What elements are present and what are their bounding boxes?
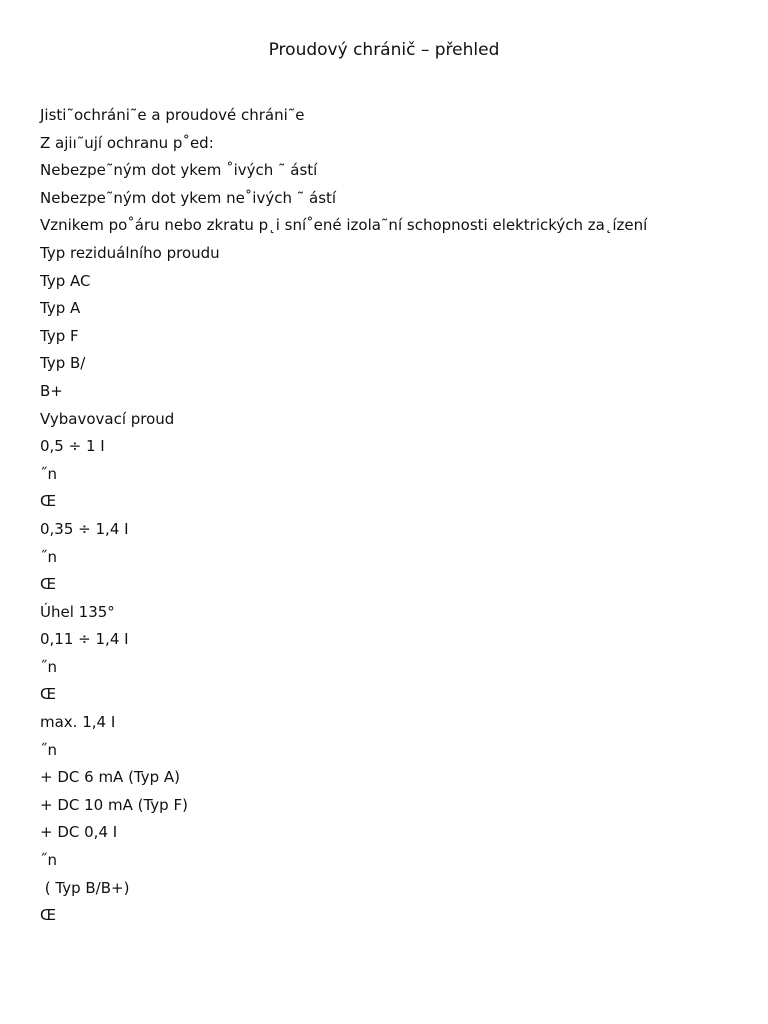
text-line: Typ AC: [40, 271, 91, 290]
text-line: Vybavovací proud: [40, 409, 175, 428]
text-line: Vznikem po˚áru nebo zkratu p˛i sní˚ené izola˜ní schopnosti elektrických za˛ízení: [40, 216, 648, 235]
text-line: max. 1,4 I: [40, 713, 116, 732]
text-line: Œ: [40, 492, 57, 511]
text-line: Typ A: [40, 299, 81, 318]
text-line: ( Typ B/B+): [40, 878, 130, 897]
text-line: Œ: [40, 575, 57, 594]
text-line: Z ajiı˜ují ochranu p˚ed:: [40, 133, 214, 152]
text-line: ˝n: [40, 851, 58, 870]
text-line: Typ F: [40, 326, 79, 345]
document-text-lines: [40, 104, 740, 932]
text-line: B+: [40, 381, 63, 400]
text-line: Œ: [40, 906, 57, 925]
text-line: ˝n: [40, 464, 58, 483]
document-title: Proudový chránič – přehled: [268, 40, 500, 60]
text-line: Jisti˜ochráni˜e a proudové chráni˜e: [40, 106, 305, 124]
text-line: ˝n: [40, 547, 58, 566]
text-line: ˝n: [40, 740, 58, 759]
text-line: + DC 0,4 I: [40, 823, 118, 842]
text-line: Œ: [40, 685, 57, 704]
text-line: Úhel 135°: [40, 602, 115, 621]
text-line: + DC 10 mA (Typ F): [40, 795, 188, 814]
text-line: 0,5 ÷ 1 I: [40, 437, 105, 456]
text-line: ˝n: [40, 657, 58, 676]
text-line: Typ B/: [40, 354, 86, 373]
text-line: Typ reziduálního proudu: [40, 243, 220, 262]
text-line: 0,35 ÷ 1,4 I: [40, 519, 129, 538]
text-line: Nebezpe˜ným dot ykem ˚ivých ˜ ástí: [40, 161, 318, 180]
text-line: + DC 6 mA (Typ A): [40, 768, 181, 787]
text-line: Nebezpe˜ným dot ykem ne˚ivých ˜ ástí: [40, 188, 337, 207]
text-line: 0,11 ÷ 1,4 I: [40, 630, 129, 649]
